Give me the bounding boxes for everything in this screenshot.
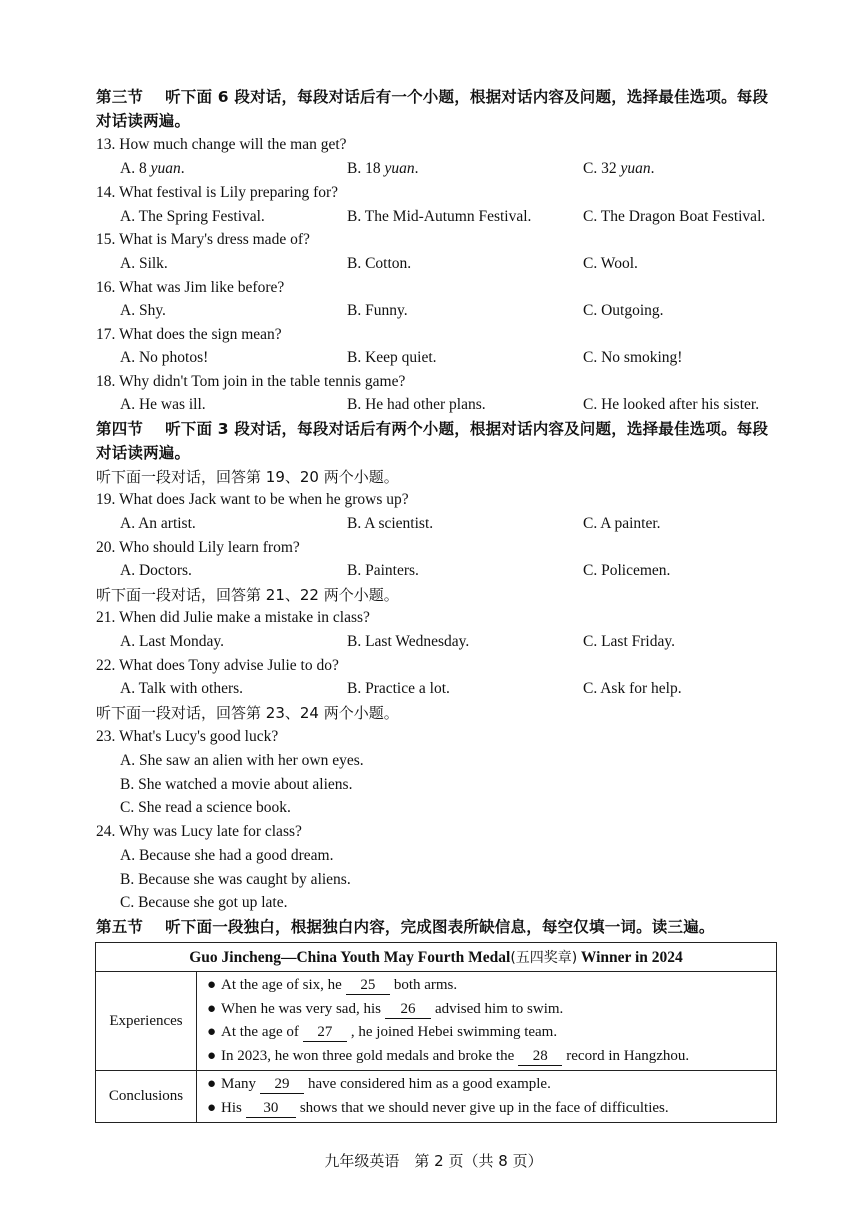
q21-option-c: C. Last Friday. — [583, 633, 675, 650]
q14-option-a: A. The Spring Festival. — [120, 208, 265, 225]
conclusion-item — [197, 1097, 776, 1121]
conclusion-text: Many — [221, 1076, 256, 1092]
q19-option-c: C. A painter. — [583, 515, 661, 532]
section5-instructions: 听下面一段独白，根据独白内容，完成图表所缺信息，每空仅填一词。读三遍。 — [165, 918, 715, 936]
experience-item — [197, 1045, 776, 1069]
question-24: 24. Why was Lucy late for class? — [96, 823, 302, 840]
answer-blank-30[interactable]: 30 — [246, 1099, 296, 1118]
table-title — [96, 943, 777, 972]
section5-heading — [96, 916, 715, 938]
q20-option-a: A. Doctors. — [120, 562, 192, 579]
q20-option-c: C. Policemen. — [583, 562, 671, 579]
question-13: 13. How much change will the man get? — [96, 136, 347, 153]
q19-option-a: A. An artist. — [120, 515, 196, 532]
info-table — [95, 942, 777, 1123]
q16-option-c: C. Outgoing. — [583, 302, 664, 319]
conclusion-text: His — [221, 1099, 242, 1116]
section4-instructions: 听下面 3 段对话，每段对话后有两个小题，根据对话内容及问题，选择最佳选项。每段 — [165, 420, 769, 438]
page-footer: 九年级英语 第 2 页（共 8 页） — [324, 1152, 543, 1170]
section4-sub-1: 听下面一段对话，回答第 19、20 两个小题。 — [96, 468, 399, 486]
answer-blank-27[interactable]: 27 — [303, 1023, 347, 1042]
section4-sub-3: 听下面一段对话，回答第 23、24 两个小题。 — [96, 704, 399, 722]
conclusions-label: Conclusions — [96, 1071, 197, 1123]
question-14: 14. What festival is Lily preparing for? — [96, 184, 339, 201]
question-22: 22. What does Tony advise Julie to do? — [96, 657, 339, 674]
answer-blank-25[interactable]: 25 — [346, 976, 390, 995]
bullet-icon: ● — [207, 1000, 217, 1017]
q23-option-a: A. She saw an alien with her own eyes. — [120, 752, 364, 769]
experience-text: At the age of six, he — [221, 977, 342, 993]
q17-option-c: C. No smoking! — [583, 349, 683, 366]
experience-text: , he joined Hebei swimming team. — [350, 1024, 558, 1040]
bullet-icon: ● — [207, 1076, 217, 1092]
section5-tag: 第五节 — [96, 918, 144, 936]
q19-option-b: B. A scientist. — [347, 515, 434, 532]
section4-heading — [96, 418, 768, 440]
experience-item — [197, 974, 776, 998]
q24-option-c: C. Because she got up late. — [120, 894, 288, 911]
q15-option-b: B. Cotton. — [347, 255, 412, 272]
q22-option-b: B. Practice a lot. — [347, 680, 450, 697]
q24-option-b: B. Because she was caught by aliens. — [120, 871, 351, 888]
answer-blank-28[interactable]: 28 — [518, 1047, 562, 1066]
experience-text: When he was very sad, his — [221, 1000, 381, 1017]
conclusions-cell — [197, 1071, 777, 1123]
q23-option-b: B. She watched a movie about aliens. — [120, 776, 353, 793]
q14-option-c: C. The Dragon Boat Festival. — [583, 208, 766, 225]
q22-option-a: A. Talk with others. — [120, 680, 244, 697]
q15-option-a: A. Silk. — [120, 255, 168, 272]
q17-option-a: A. No photos! — [120, 349, 209, 366]
experience-text: At the age of — [221, 1024, 299, 1040]
section4-sub-2: 听下面一段对话，回答第 21、22 两个小题。 — [96, 586, 399, 604]
conclusion-text: have considered him as a good example. — [308, 1076, 551, 1092]
section4-tag: 第四节 — [96, 420, 144, 438]
answer-blank-29[interactable]: 29 — [260, 1075, 304, 1094]
q15-option-c: C. Wool. — [583, 255, 638, 272]
q22-option-c: C. Ask for help. — [583, 680, 682, 697]
q18-option-b: B. He had other plans. — [347, 396, 486, 413]
question-16: 16. What was Jim like before? — [96, 279, 285, 296]
q18-option-a: A. He was ill. — [120, 396, 206, 413]
question-23: 23. What's Lucy's good luck? — [96, 728, 279, 745]
q16-option-a: A. Shy. — [120, 302, 166, 319]
section3-instructions-cont: 对话读两遍。 — [96, 112, 191, 130]
bullet-icon: ● — [207, 977, 217, 993]
question-20: 20. Who should Lily learn from? — [96, 539, 300, 556]
experience-text: advised him to swim. — [434, 1000, 564, 1017]
table-title-tail: Winner in 2024 — [577, 949, 683, 966]
table-title-cn: (五四奖章) — [510, 950, 578, 966]
bullet-icon: ● — [207, 1047, 217, 1064]
section3-heading — [96, 86, 768, 108]
q13-option-c: C. 32 yuan. — [583, 160, 655, 177]
q20-option-b: B. Painters. — [347, 562, 419, 579]
q21-option-a: A. Last Monday. — [120, 633, 225, 650]
q18-option-c: C. He looked after his sister. — [583, 396, 760, 413]
q16-option-b: B. Funny. — [347, 302, 408, 319]
experience-item — [197, 998, 776, 1022]
answer-blank-26[interactable]: 26 — [385, 1000, 431, 1019]
conclusion-item — [197, 1073, 776, 1097]
bullet-icon: ● — [207, 1024, 217, 1040]
conclusion-text: shows that we should never give up in the face of difficulties. — [299, 1099, 669, 1116]
question-19: 19. What does Jack want to be when he grows up? — [96, 491, 409, 508]
q21-option-b: B. Last Wednesday. — [347, 633, 470, 650]
experience-item — [197, 1021, 776, 1045]
table-title-main: Guo Jincheng—China Youth May Fourth Medal — [189, 949, 511, 966]
question-18: 18. Why didn't Tom join in the table tennis game? — [96, 373, 406, 390]
experience-text: both arms. — [393, 977, 458, 993]
question-17: 17. What does the sign mean? — [96, 326, 282, 343]
experience-text: record in Hangzhou. — [566, 1047, 690, 1064]
experiences-label: Experiences — [96, 972, 197, 1071]
experiences-cell — [197, 972, 777, 1071]
question-15: 15. What is Mary's dress made of? — [96, 231, 310, 248]
question-21: 21. When did Julie make a mistake in class? — [96, 609, 370, 626]
q23-option-c: C. She read a science book. — [120, 799, 291, 816]
q13-option-a: A. 8 yuan. — [120, 160, 185, 177]
section3-instructions: 听下面 6 段对话，每段对话后有一个小题，根据对话内容及问题，选择最佳选项。每段 — [165, 88, 769, 106]
section4-instructions-cont: 对话读两遍。 — [96, 444, 191, 462]
q24-option-a: A. Because she had a good dream. — [120, 847, 334, 864]
section3-tag: 第三节 — [96, 88, 144, 106]
q17-option-b: B. Keep quiet. — [347, 349, 437, 366]
bullet-icon: ● — [207, 1099, 217, 1116]
experience-text: In 2023, he won three gold medals and broke the — [221, 1047, 515, 1064]
q13-option-b: B. 18 yuan. — [347, 160, 419, 177]
q14-option-b: B. The Mid-Autumn Festival. — [347, 208, 532, 225]
